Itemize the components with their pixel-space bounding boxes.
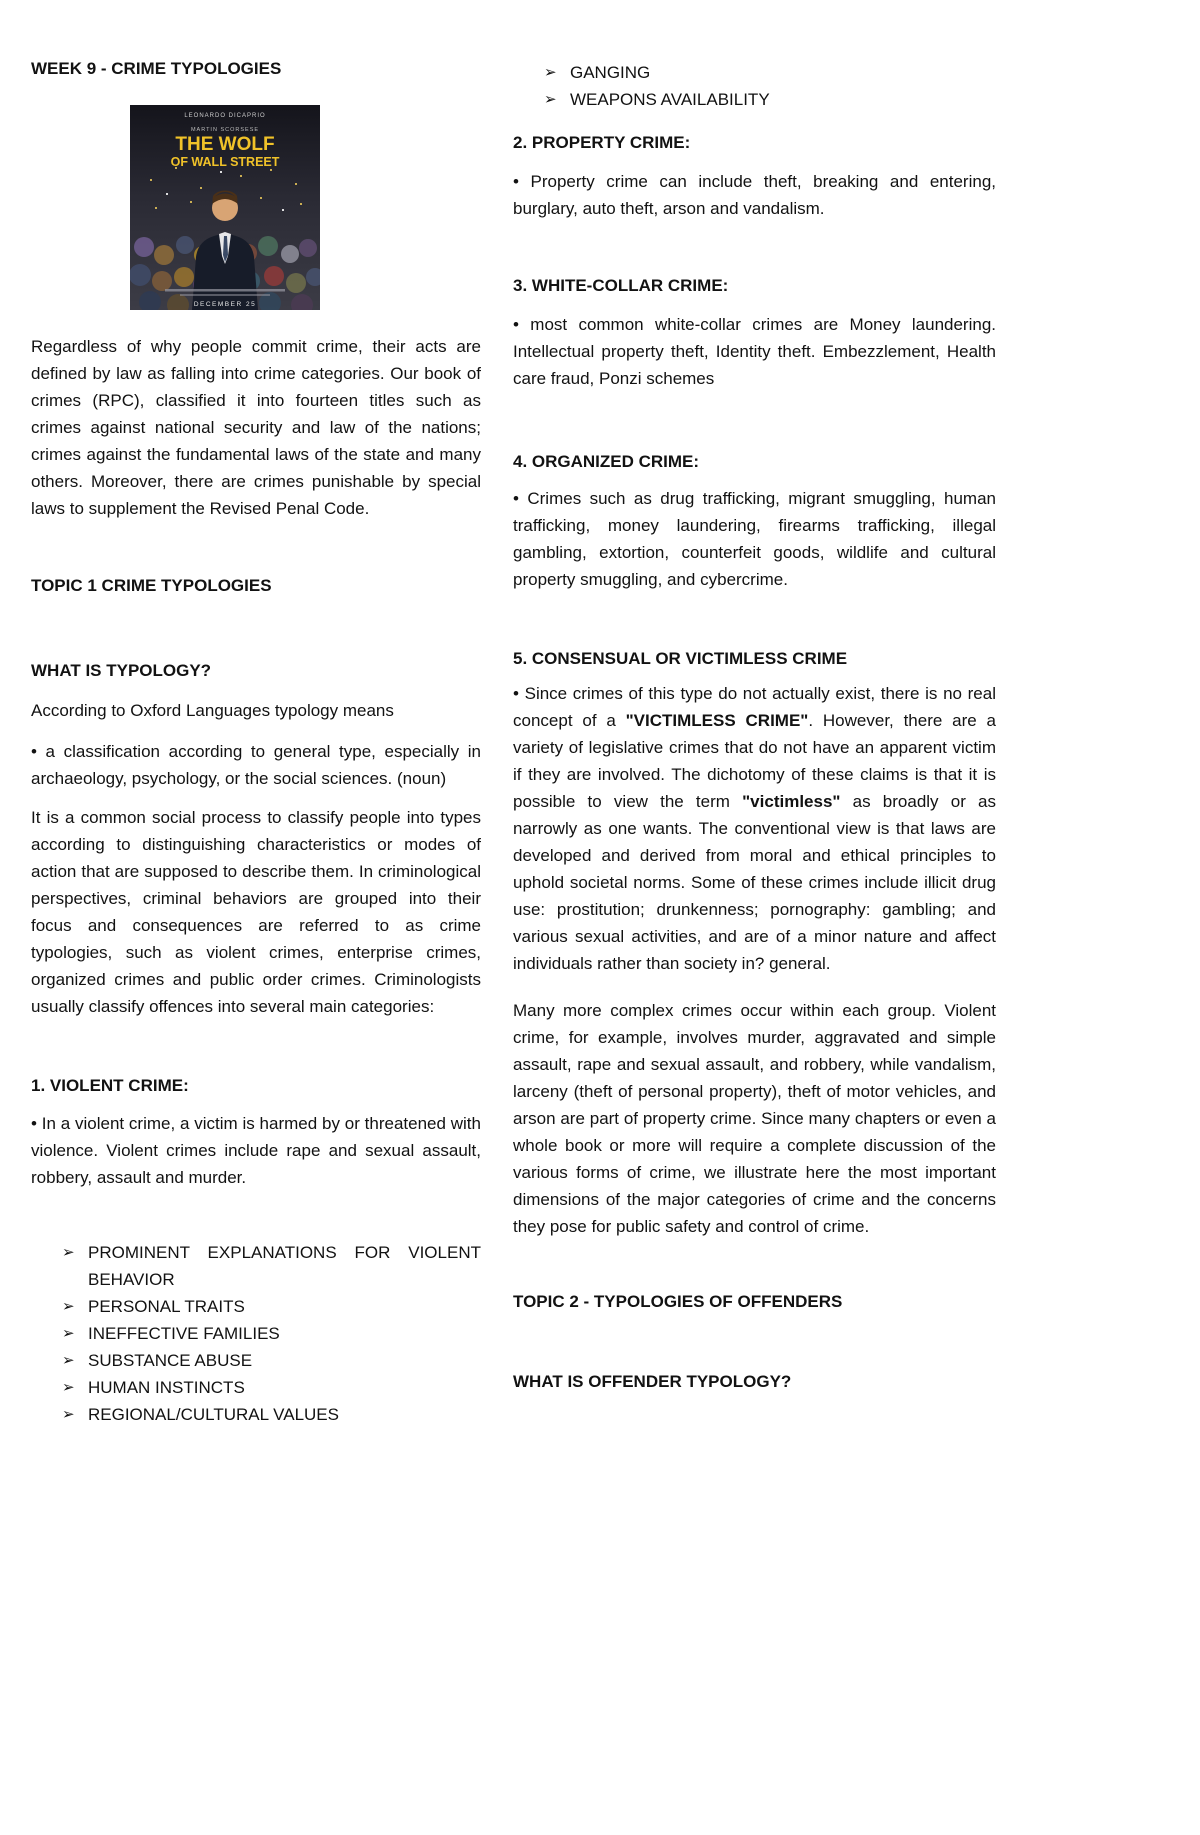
- page-title: WEEK 9 - CRIME TYPOLOGIES: [31, 59, 282, 78]
- arrow-bullet-icon: ➢: [62, 1406, 75, 1423]
- arrow-bullet-icon: ➢: [62, 1352, 75, 1369]
- list-item-label: GANGING: [570, 63, 651, 82]
- list-item-label: PROMINENT EXPLANATIONS FOR VIOLENT BEHAVIOR: [88, 1243, 481, 1289]
- list-item-label: SUBSTANCE ABUSE: [88, 1351, 253, 1370]
- victimless-bold-term2: "victimless": [742, 792, 841, 811]
- list-item: [62, 1401, 481, 1428]
- arrow-bullet-icon: ➢: [62, 1298, 75, 1315]
- victimless-bold-term1: "VICTIMLESS CRIME": [625, 711, 809, 730]
- topic1-heading: TOPIC 1 CRIME TYPOLOGIES: [31, 576, 272, 595]
- complex-crimes-paragraph: Many more complex crimes occur within each group. Violent crime, for example, involves murder, aggravated and simple assault, rape and sexual assault, and robbery, while vandalism, larceny (theft of personal property), theft of motor vehicles, and arson are part of property crime. Since many chapters or even a whole book or more will require a complete discussion of the various forms of crime, we illustrate here the most important dimensions of the major categories of crime and the concerns they pose for public safety and control of crime.: [513, 1001, 996, 1236]
- list-item-label: INEFFECTIVE FAMILIES: [88, 1324, 280, 1343]
- movie-poster: [130, 105, 320, 310]
- oxford-line: According to Oxford Languages typology means: [31, 701, 394, 720]
- list-item: [62, 1347, 481, 1374]
- list-item: [62, 1293, 481, 1320]
- what-is-offender-typology-heading: WHAT IS OFFENDER TYPOLOGY?: [513, 1372, 792, 1391]
- intro-paragraph: Regardless of why people commit crime, their acts are defined by law as falling into crime categories. Our book of crimes (RPC), classified it into fourteen titles such as crimes against national security and law of the nations; crimes against the fundamental laws of the state and many others. Moreover, there are crimes punishable by special laws to supplement the Revised Penal Code.: [31, 337, 481, 518]
- white-collar-crime-paragraph: • most common white-collar crimes are Money laundering. Intellectual property theft, Identity theft. Embezzlement, Health care fraud, Ponzi schemes: [513, 315, 996, 388]
- white-collar-crime-heading: 3. WHITE-COLLAR CRIME:: [513, 276, 729, 295]
- typology-paragraph: It is a common social process to classify people into types according to distinguishing characteristics or modes of action that are supposed to describe them. In criminological perspectives, criminal behaviors are grouped into their focus and consequences are referred to as crime typologies, such as violent crimes, enterprise crimes, organized crimes and public order crimes. Criminologists usually classify offences into several main categories:: [31, 808, 481, 1016]
- victimless-text-part2: . However, there are a variety of legislative crimes that do not have an apparent victim if they are involved. The dichotomy of these claims is that it is possible to view the term: [513, 711, 996, 811]
- arrow-bullet-icon: ➢: [544, 64, 557, 81]
- list-item: [62, 1239, 481, 1293]
- column-gap: [481, 55, 513, 1775]
- violent-crime-paragraph: • In a violent crime, a victim is harmed by or threatened with violence. Violent crimes include rape and sexual assault, robbery, assault and murder.: [31, 1114, 481, 1187]
- right-column: [513, 55, 996, 1775]
- poster-title-line1: THE WOLF: [175, 134, 275, 155]
- list-item: [544, 59, 996, 86]
- arrow-bullet-icon: ➢: [62, 1244, 75, 1261]
- victimless-crime-heading: 5. CONSENSUAL OR VICTIMLESS CRIME: [513, 649, 848, 668]
- what-is-typology-heading: WHAT IS TYPOLOGY?: [31, 661, 212, 680]
- organized-crime-heading: 4. ORGANIZED CRIME:: [513, 452, 700, 471]
- list-item-label: REGIONAL/CULTURAL VALUES: [88, 1405, 339, 1424]
- organized-crime-paragraph: • Crimes such as drug trafficking, migrant smuggling, human trafficking, money laundering, firearms trafficking, illegal gambling, extortion, counterfeit goods, wildlife and cultural property smuggling, and cybercrime.: [513, 489, 996, 589]
- victimless-crime-paragraph: [513, 680, 996, 977]
- poster-top-credit: LEONARDO DICAPRIO: [184, 113, 266, 119]
- arrow-bullet-icon: ➢: [62, 1379, 75, 1396]
- property-crime-heading: 2. PROPERTY CRIME:: [513, 133, 691, 152]
- typology-definition: • a classification according to general type, especially in archaeology, psychology, or the social sciences. (noun): [31, 742, 481, 788]
- list-item-label: PERSONAL TRAITS: [88, 1297, 245, 1316]
- arrow-bullet-icon: ➢: [544, 91, 557, 108]
- property-crime-paragraph: • Property crime can include theft, breaking and entering, burglary, auto theft, arson and vandalism.: [513, 172, 996, 218]
- left-column: [31, 55, 481, 1775]
- list-item: [62, 1320, 481, 1347]
- victimless-text-part1: • Since crimes of this type do not actually exist, there is no real concept of a: [513, 684, 996, 730]
- list-item: [62, 1374, 481, 1401]
- list-item-label: WEAPONS AVAILABILITY: [570, 90, 770, 109]
- poster-release-date: DECEMBER 25: [193, 301, 257, 308]
- poster-title-line2: OF WALL STREET: [170, 155, 280, 169]
- violent-factors-list: [31, 1239, 481, 1428]
- topic2-heading: TOPIC 2 - TYPOLOGIES OF OFFENDERS: [513, 1292, 843, 1311]
- poster-director-credit: MARTIN SCORSESE: [190, 127, 260, 133]
- list-item: [544, 86, 996, 113]
- victimless-text-part3: as broadly or as narrowly as one wants. The conventional view is that laws are developed and derived from moral and ethical principles to uphold societal norms. Some of these crimes include illicit drug use: prostitution; drunkenness; pornography: gambling; and various sexual activities, and are of a minor nature and affect individuals rather than society in? general.: [513, 792, 996, 973]
- wolf-of-wall-street-poster-image: [130, 105, 320, 310]
- list-item-label: HUMAN INSTINCTS: [88, 1378, 245, 1397]
- arrow-bullet-icon: ➢: [62, 1325, 75, 1342]
- violent-crime-heading: 1. VIOLENT CRIME:: [31, 1076, 189, 1095]
- violent-factors-list-continued: [513, 59, 996, 113]
